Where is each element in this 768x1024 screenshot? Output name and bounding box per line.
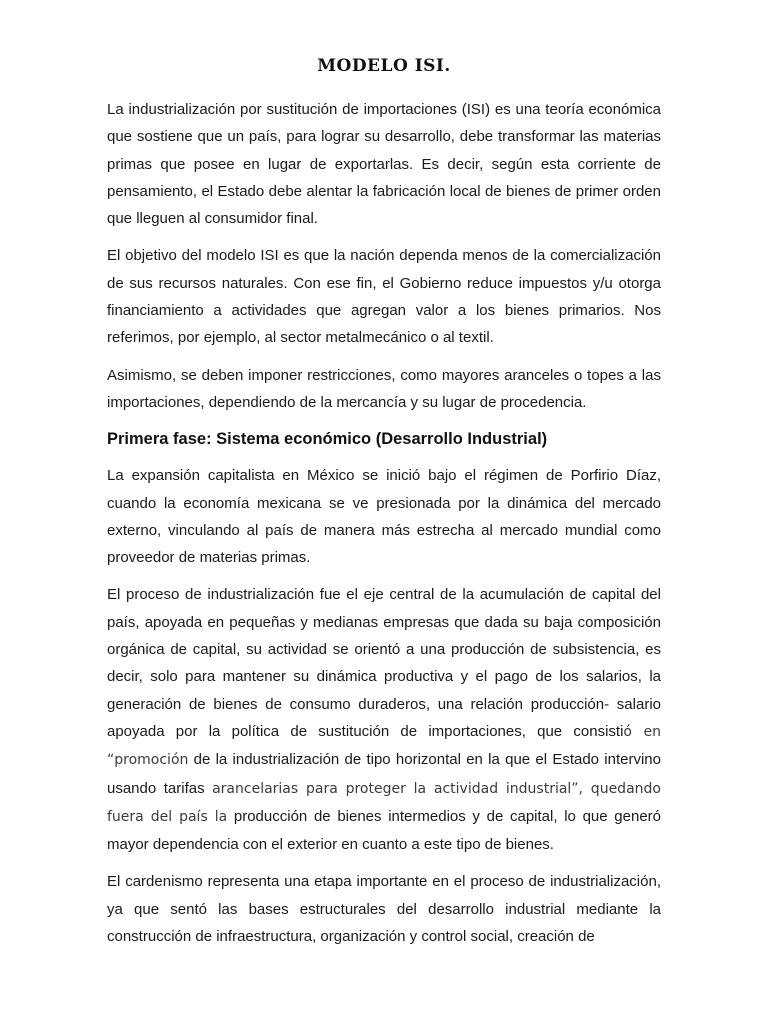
quoted-text: ó en “promoción (107, 723, 661, 769)
document-body (107, 96, 661, 960)
paragraph-cardenismo: El cardenismo representa una etapa importante en el proceso de industrialización, ya que sentó las bases estructurales del desarrollo industrial mediante la construcción de infraestructura, organización y control social, creación de (107, 873, 661, 946)
section-heading-primera-fase: Primera fase: Sistema económico (Desarrollo Industrial) (107, 430, 548, 449)
paragraph-isi-objective: El objetivo del modelo ISI es que la nación dependa menos de la comercialización de sus recursos naturales. Con ese fin, el Gobierno reduce impuestos y/u otorga financiamiento a actividades que agregan valor a los bienes primarios. Nos referimos, por ejemplo, al sector metalmecánico o al textil. (107, 247, 661, 347)
document-title: MODELO ISI. (317, 56, 451, 76)
paragraph-text-part: El proceso de industrialización fue el eje central de la acumulación de capital del país, apoyada en pequeñas y medianas empresas que dada su baja composición orgánica de capital, su actividad se orientó a una producción de subsistencia, es decir, solo para mantener su dinámica productiva y el pago de los salarios, la generación de bienes de consumo duraderos, una relación producción- salario apoyada por la política de sustitución de importaciones, que consisti (107, 586, 661, 740)
paragraph-text-part: producción de bienes intermedios y de capital, lo que generó mayor dependencia con el exterior en cuanto a este tipo de bienes. (107, 807, 662, 854)
paragraph-industrialization-process (107, 581, 661, 858)
quoted-text: arancelarias para proteger la actividad industrial”, quedando fuera del país la (107, 780, 661, 825)
paragraph-porfirio-diaz: La expansión capitalista en México se inició bajo el régimen de Porfirio Díaz, cuando la economía mexicana se ve presionada por la dinámica del mercado externo, vinculando al país de manera más estrecha al mercado mundial como proveedor de materias primas. (107, 467, 661, 567)
paragraph-restrictions: Asimismo, se deben imponer restricciones, como mayores aranceles o topes a las importaciones, dependiendo de la mercancía y su lugar de procedencia. (107, 366, 661, 411)
paragraph-text-part: de la industrialización de tipo horizontal en la que el Estado intervino usando tarifas (107, 751, 661, 797)
paragraph-isi-definition: La industrialización por sustitución de importaciones (ISI) es una teoría económica que sostiene que un país, para lograr su desarrollo, debe transformar las materias primas que posee en lugar de exportarlas. Es decir, según esta corriente de pensamiento, el Estado debe alentar la fabricación local de bienes de primer orden que lleguen al consumidor final. (107, 101, 661, 228)
